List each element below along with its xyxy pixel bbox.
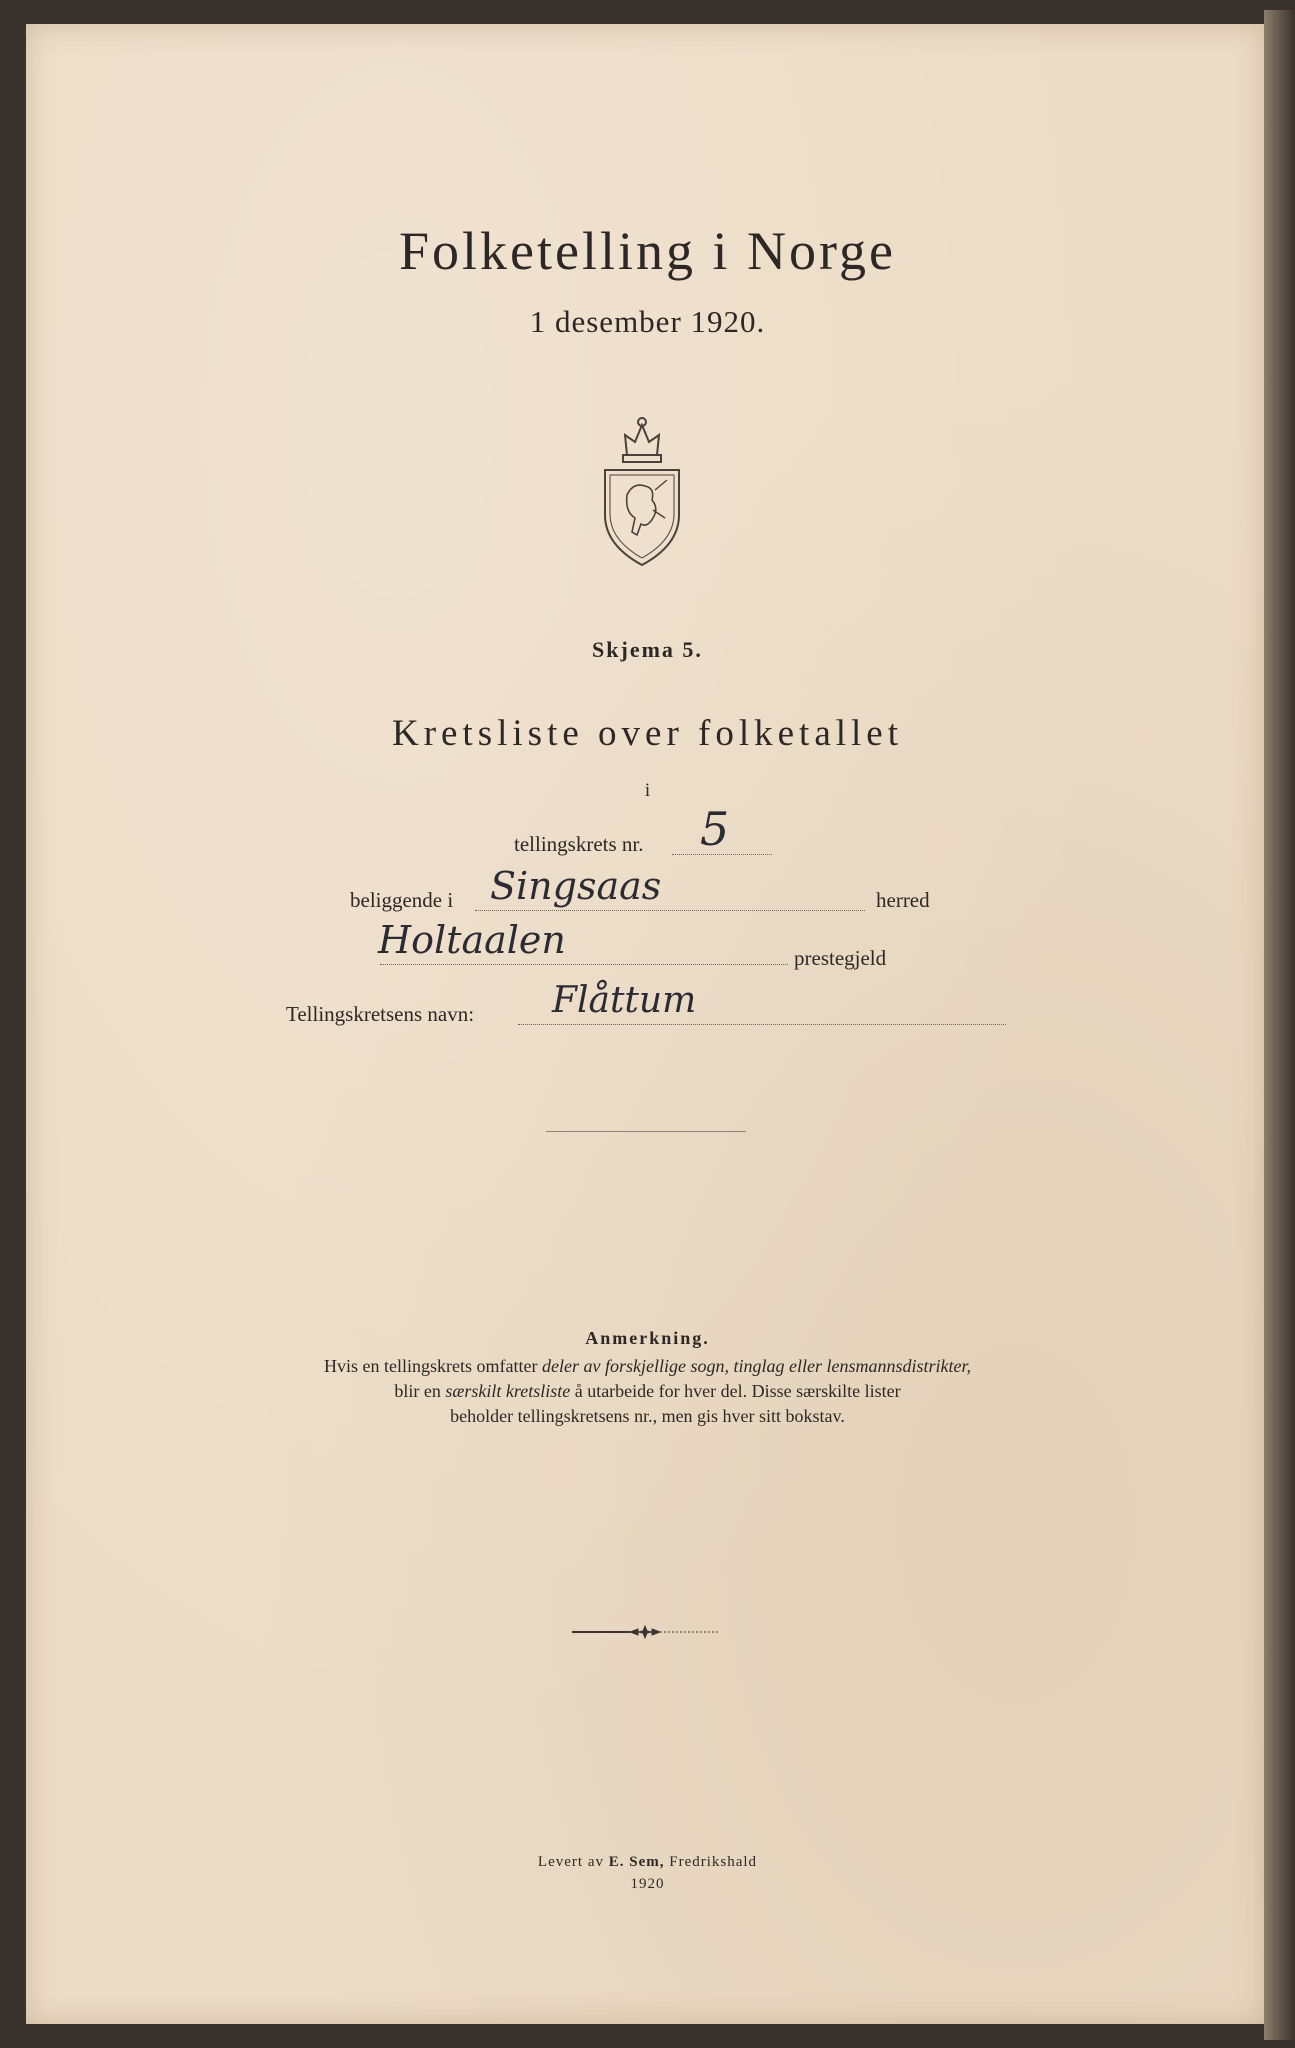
beliggende-line: [475, 910, 865, 911]
note-line-1-italic: deler av forskjellige sogn, tinglag eller lensmannsdistrikter,: [542, 1356, 971, 1376]
printer-credit: [0, 1854, 1295, 1871]
section-divider: [546, 1131, 746, 1132]
note-line-2-text-b: å utarbeide for hver del. Disse særskilte lister: [570, 1381, 901, 1401]
prestegjeld-value: Holtaalen: [378, 918, 566, 962]
kretsnavn-value: Flåttum: [552, 980, 697, 1021]
note-line-2-italic: særskilt kretsliste: [445, 1381, 571, 1401]
printer-year: 1920: [630, 1876, 665, 1892]
note-line-2-text-a: blir en: [394, 1381, 446, 1401]
printer-place: Fredrikshald: [664, 1854, 758, 1870]
census-date: 1 desember 1920.: [529, 304, 766, 339]
decorative-divider-icon: [570, 1625, 720, 1639]
tellingskrets-label: tellingskrets nr.: [514, 832, 644, 856]
note-line-1-text: Hvis en tellingskrets omfatter: [324, 1356, 542, 1376]
in-label: i: [644, 780, 651, 801]
beliggende-value: Singsaas: [490, 864, 662, 908]
norwegian-coat-of-arms-icon: [597, 400, 687, 570]
prestegjeld-label: prestegjeld: [794, 946, 887, 970]
herred-label: herred: [876, 888, 930, 912]
printer-prefix: Levert av: [537, 1854, 609, 1870]
note-line-2: [0, 1380, 1295, 1403]
note-line-3: beholder tellingskretsens nr., men gis hver sitt bokstav.: [450, 1406, 845, 1426]
printer-name: E. Sem,: [608, 1854, 665, 1870]
note-heading: Anmerkning.: [585, 1328, 710, 1348]
form-heading: Kretsliste over folketallet: [391, 713, 904, 754]
kretsnavn-label: Tellingskretsens navn:: [286, 1002, 475, 1026]
prestegjeld-line: [380, 964, 788, 965]
beliggende-label: beliggende i: [350, 888, 454, 912]
tellingskrets-value: 5: [700, 802, 730, 856]
note-line-1: [0, 1355, 1295, 1378]
kretsnavn-line: [518, 1024, 1006, 1025]
document-title: Folketelling i Norge: [399, 221, 896, 281]
schema-number: Skjema 5.: [592, 637, 703, 662]
